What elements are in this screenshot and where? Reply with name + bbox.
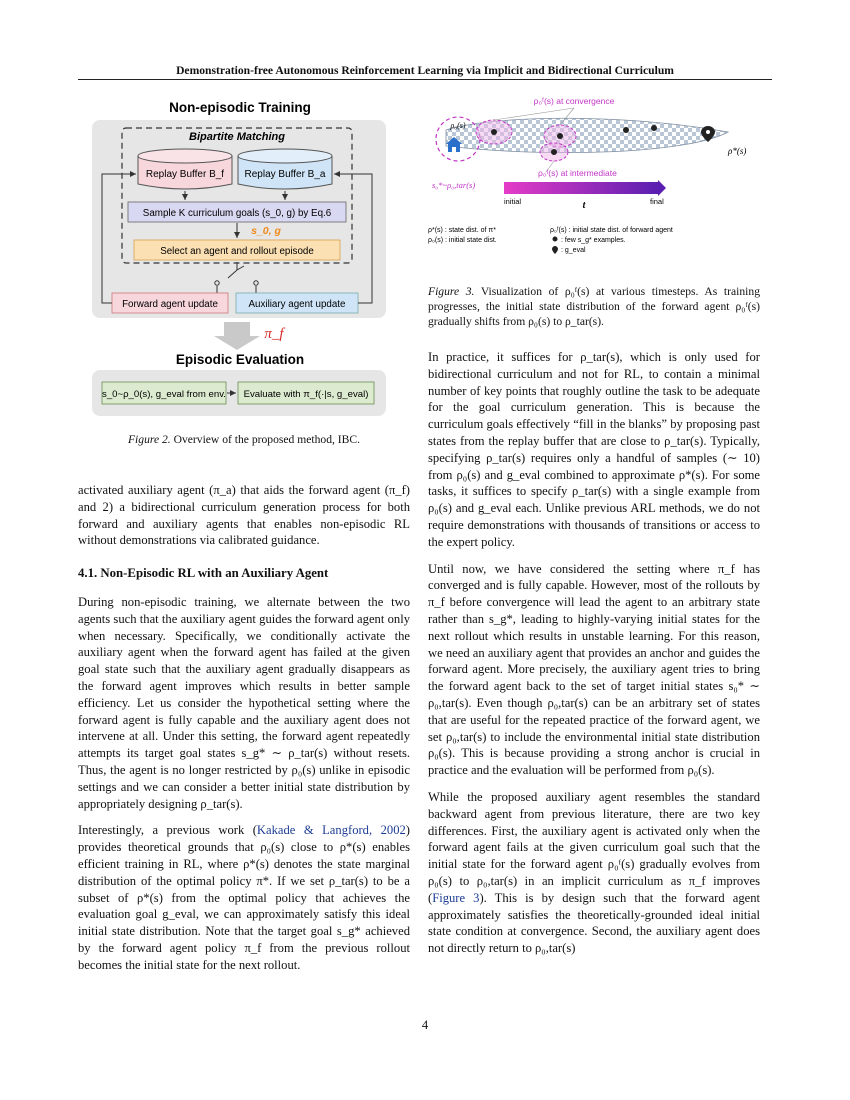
policy-arrow [214, 322, 260, 350]
figure-2-caption-label: Figure 2. [127, 433, 171, 446]
right-para-3-post: ). This is by design such that the forward agent approximately satisfies the theoretically-grounded ideal initial state condition at convergence. Second, the auxiliary agent does not directly return to ρ₀,tar(s) [428, 890, 761, 956]
figure-3-caption [428, 284, 760, 329]
header-rule [78, 79, 772, 80]
legend-5: : g_eval [561, 247, 586, 254]
eval-right-label: Evaluate with π_f(·|s, g_eval) [243, 389, 369, 400]
right-para-2: Until now, we have considered the setting where π_f has converged and is fully capable. However, most of the rollouts by π_f before convergence will lead the agent to an arbitrary state rather than s_g*, leading to highly-varying initial states for the next rollout which results in unstable learning. For this reason, we need an auxiliary agent that provides an anchor and guides the forward agent. More precisely, the auxiliary agent tries to bring the forward agent back to the set of target initial states s₀* ∼ ρ₀,tar(s). Even though ρ₀,tar(s) can be an arbitrary set of states that are useful for the repeated practice of the forward agent, we set ρ₀,tar(s) to include the environmental initial state distribution ρ₀(s). This is because providing a strong anchor is crucial in practice and the evaluation will be performed from ρ₀(s). [428, 561, 760, 778]
legend-1: ρ*(s) : state dist. of π* [428, 227, 496, 234]
policy-label: π_f [264, 326, 284, 342]
forward-update-label: Forward agent update [122, 299, 218, 310]
left-para-2-pre: Interestingly, a previous work ( [78, 823, 257, 838]
rho-star-label: ρ*(s) [728, 146, 747, 156]
sample-goals-label: Sample K curriculum goals (s_0, g) by Eq.6 [142, 208, 332, 219]
section-title: 4.1. Non-Episodic RL with an Auxiliary Agent [78, 566, 329, 581]
figure-3-link[interactable]: Figure 3 [432, 890, 480, 905]
fig2-bottom-title: Episodic Evaluation [175, 352, 305, 367]
fig2-top-title: Non-episodic Training [169, 100, 311, 115]
figure-3-caption-text: Visualization of ρ₀ᶠ(s) at various timesteps. As training progresses, the initial state distribution of the forward agent ρ₀ᶠ(s) gradually shifts from ρ₀(s) to ρ_tar(s). [428, 285, 760, 328]
convergence-label: ρ₀ᶠ(s) at convergence [533, 96, 615, 106]
time-t: t [582, 200, 586, 211]
replay-f-label: Replay Buffer B_f [145, 169, 225, 180]
figure-2-caption-text: Overview of the proposed method, IBC. [173, 433, 361, 446]
rho0-label: ρ₀(s) [450, 121, 466, 130]
right-column [428, 349, 760, 967]
figure-2-caption [78, 432, 410, 447]
time-initial: initial [504, 197, 522, 206]
replay-buffer-f [138, 149, 232, 189]
s0-label: s₀*~ρ₀,tar(s) [432, 180, 476, 190]
left-para-2 [78, 822, 410, 973]
running-header: Demonstration-free Autonomous Reinforcement Learning via Implicit and Bidirectional Curriculum [176, 64, 674, 77]
intermediate-label: ρ₀ᶠ(s) at intermediate [538, 168, 617, 178]
figure-2-diagram [90, 96, 388, 418]
legend-4: : few s_g* examples. [561, 237, 626, 244]
citation-link[interactable]: Kakade & Langford, 2002 [256, 823, 406, 838]
figure-3-caption-label: Figure 3. [428, 285, 475, 298]
right-para-3 [428, 789, 760, 957]
time-final: final [650, 197, 664, 206]
figure-2 [90, 96, 388, 418]
right-para-1: In practice, it suffices for ρ_tar(s), which is only used for bidirectional curriculum and not for RL, to contain a minimal number of key points that roughly outline the task to be adequate for the goal curriculum generation. This is because the curriculum goals effectively “fill in the blanks” by proposing past states from the replay buffer that are close to ρ_tar(s). Typically, specifying ρ_tar(s) requires only a handful of samples (∼ 10) from ρ₀(s) and g_eval combined to approximate ρ*(s). For some tasks, it suffices to specify ρ_tar(s) with a single example from ρ₀(s) and g_eval each. Unlike previous ARL methods, we do not require demonstrations with thousands of transitions or access to the expert policy. [428, 350, 760, 549]
replay-buffer-a [238, 149, 332, 189]
left-column [78, 482, 410, 984]
goal-label: s_0, g [251, 225, 281, 237]
left-para-intro: activated auxiliary agent (π_a) that aids the forward agent (π_f) and 2) a bidirectional curriculum generation process for both forward and auxiliary agents that enables non-episodic RL without demonstrations via calibrated guidance. [78, 483, 410, 548]
legend-3: ρ₀ᶠ(s) : initial state dist. of forward agent [550, 227, 673, 234]
page-number: 4 [421, 1018, 429, 1032]
aux-update-label: Auxiliary agent update [248, 299, 346, 310]
select-agent-label: Select an agent and rollout episode [160, 246, 314, 257]
figure-3-diagram [428, 92, 760, 262]
fig2-bipartite-title: Bipartite Matching [189, 131, 285, 143]
right-para-3-pre: While the proposed auxiliary agent resembles the standard backward agent from previous literature, there are two key differences. First, the auxiliary agent is activated only when the forward agent fails at the given curriculum goal such that the initial state for the forward agent ρ₀ᶠ(s) gradually evolves from ρ₀(s) to ρ₀,tar(s) in an implicit curriculum as π_f improves ( [428, 789, 760, 905]
eval-left-label: s_0~ρ_0(s), g_eval from env. [102, 389, 226, 400]
figure-3 [428, 92, 760, 262]
left-para-1: During non-episodic training, we alternate between the two agents such that the auxiliary agent guides the forward agent only when necessary. Specifically, we conditionally activate the auxiliary agent when the forward agent has failed at the given goal state such that the auxiliary agent gradually disappears as the forward agent improves which results in better sample efficiency. Let us consider the hypothetical setting where the forward agent is fully capable and the auxiliary agent does not intervene at all. Under this setting, the forward agent repeatedly attempts its target goal states s_g* ∼ ρ_tar(s) without resets. Thus, the agent is no longer restricted by ρ₀(s) unlike in episodic settings and we can consider a better initial state distribution by appropriately designing ρ_tar(s). [78, 594, 410, 811]
time-bar [504, 182, 658, 194]
legend-2: ρ₀(s) : initial state dist. [428, 237, 497, 244]
replay-a-label: Replay Buffer B_a [244, 169, 326, 180]
left-para-2-post: ) provides theoretical grounds that ρ₀(s) close to ρ*(s) enables efficient training in RL, where ρ*(s) denotes the state marginal distribution of the optimal policy π*. If we set ρ_tar(s) to be a subset of ρ*(s) from the optimal policy that achieves the evaluation goal g_eval, we can approximately satisfy this ideal initial state distribution. Note that the target goal s_g* achieved by the forward agent policy π_f from the previous rollout becomes the initial state for the next rollout. [78, 823, 410, 972]
